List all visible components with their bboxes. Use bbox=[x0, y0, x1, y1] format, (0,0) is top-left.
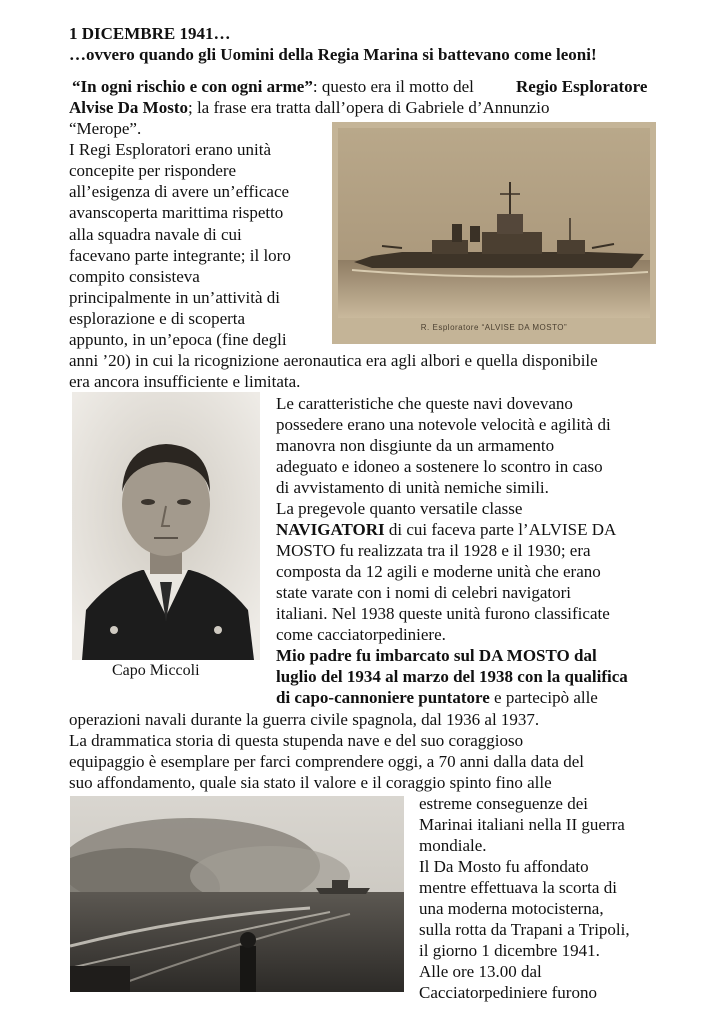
body-line: alla squadra navale di cui bbox=[69, 225, 242, 244]
intro-line-3: “Merope”. bbox=[69, 119, 142, 138]
body-line: sulla rotta da Trapani a Tripoli, bbox=[419, 920, 630, 939]
ship-photo-caption: R. Esploratore “ALVISE DA MOSTO” bbox=[420, 323, 568, 332]
portrait-photo bbox=[72, 392, 260, 660]
battle-illustration bbox=[70, 796, 404, 992]
body-line: Alle ore 13.00 dal bbox=[419, 962, 542, 981]
battle-photo bbox=[70, 796, 404, 992]
body-line: era ancora insufficiente e limitata. bbox=[69, 372, 301, 391]
body-line: Cacciatorpediniere furono bbox=[419, 983, 597, 1002]
class-name-text: NAVIGATORI bbox=[276, 520, 385, 539]
ship-illustration bbox=[332, 122, 656, 344]
father-line-3 bbox=[276, 687, 598, 708]
class-line-rest: di cui faceva parte l’ALVISE DA bbox=[384, 520, 617, 539]
body-line: all’esigenza di avere un’efficace bbox=[69, 182, 290, 201]
intro-line-2 bbox=[69, 97, 550, 118]
body-line: La drammatica storia di questa stupenda nave e del suo coraggioso bbox=[69, 731, 524, 750]
body-line: anni ’20) in cui la ricognizione aeronautica era agli albori e quella disponibile bbox=[69, 351, 598, 370]
ship-photo bbox=[332, 122, 656, 344]
body-line: La pregevole quanto versatile classe bbox=[276, 499, 523, 518]
motto-text: “In ogni rischio e con ogni arme” bbox=[72, 77, 313, 96]
body-line: appunto, in un’epoca (fine degli bbox=[69, 330, 287, 349]
portrait-illustration bbox=[72, 392, 260, 660]
body-line: Marinai italiani nella II guerra bbox=[419, 815, 625, 834]
body-line: come cacciatorpediniere. bbox=[276, 625, 446, 644]
motto-after-text: : questo era il motto del bbox=[312, 77, 474, 96]
body-line: una moderna motocisterna, bbox=[419, 899, 604, 918]
body-line: di avvistamento di unità nemiche simili. bbox=[276, 478, 549, 497]
body-line: facevano parte integrante; il loro bbox=[69, 246, 291, 265]
body-line: I Regi Esploratori erano unità bbox=[69, 140, 272, 159]
body-line: principalmente in un’attività di bbox=[69, 288, 281, 307]
body-line: manovra non disgiunte da un armamento bbox=[276, 436, 555, 455]
body-line: Le caratteristiche che queste navi dovevano bbox=[276, 394, 573, 413]
class-line bbox=[276, 519, 616, 540]
body-line: state varate con i nomi di celebri navigatori bbox=[276, 583, 572, 602]
subtitle-heading: …ovvero quando gli Uomini della Regia Marina si battevano come leoni! bbox=[69, 45, 597, 64]
date-heading: 1 DICEMBRE 1941… bbox=[69, 24, 231, 43]
body-line: equipaggio è esemplare per farci comprendere oggi, a 70 anni dalla data del bbox=[69, 752, 584, 771]
body-line: estreme conseguenze dei bbox=[419, 794, 588, 813]
body-line: compito consisteva bbox=[69, 267, 200, 286]
body-line: MOSTO fu realizzata tra il 1928 e il 1930; era bbox=[276, 541, 591, 560]
ship-name-part-1: Regio Esploratore bbox=[516, 77, 648, 96]
body-line: composta da 12 agili e moderne unità che erano bbox=[276, 562, 601, 581]
intro-line-2-rest: ; la frase era tratta dall’opera di Gabriele d’Annunzio bbox=[187, 98, 550, 117]
father-line: luglio del 1934 al marzo del 1938 con la qualifica bbox=[276, 667, 628, 686]
body-line: adeguato e idoneo a sostenere lo scontro in caso bbox=[276, 457, 603, 476]
body-line: mondiale. bbox=[419, 836, 487, 855]
intro-line-1 bbox=[72, 76, 474, 97]
body-line: avanscoperta marittima rispetto bbox=[69, 203, 284, 222]
portrait-caption: Capo Miccoli bbox=[112, 662, 200, 679]
body-line: mentre effettuava la scorta di bbox=[419, 878, 617, 897]
ship-name-part-2: Alvise Da Mosto bbox=[69, 98, 188, 117]
body-line: italiani. Nel 1938 queste unità furono classificate bbox=[276, 604, 610, 623]
body-line: esplorazione e di scoperta bbox=[69, 309, 246, 328]
body-line: possedere erano una notevole velocità e agilità di bbox=[276, 415, 611, 434]
body-line: concepite per rispondere bbox=[69, 161, 237, 180]
body-line: operazioni navali durante la guerra civile spagnola, dal 1936 al 1937. bbox=[69, 710, 540, 729]
father-role-text: di capo-cannoniere puntatore bbox=[276, 688, 490, 707]
body-line: Il Da Mosto fu affondato bbox=[419, 857, 589, 876]
body-line: il giorno 1 dicembre 1941. bbox=[419, 941, 600, 960]
father-line-3-rest: e partecipò alle bbox=[489, 688, 598, 707]
father-line: Mio padre fu imbarcato sul DA MOSTO dal bbox=[276, 646, 597, 665]
body-line: suo affondamento, quale sia stato il valore e il coraggio spinto fino alle bbox=[69, 773, 552, 792]
